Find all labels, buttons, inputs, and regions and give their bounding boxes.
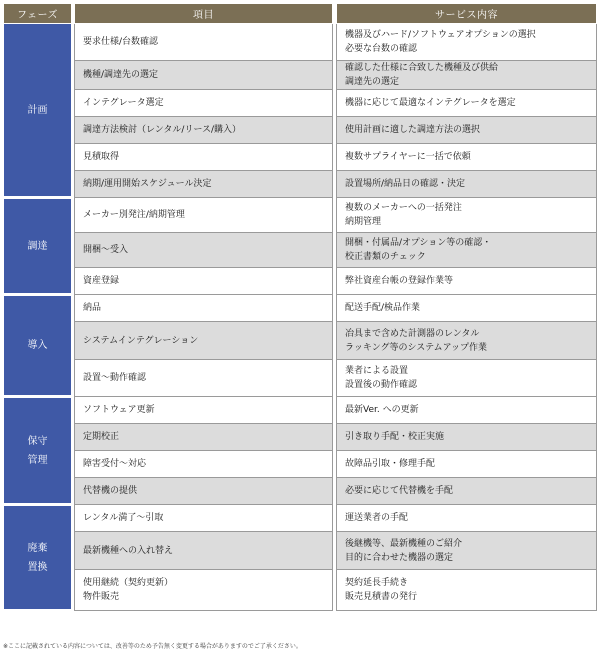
header-phase: フェーズ	[4, 4, 72, 24]
service-cell: 配送手配/検品作業	[337, 295, 597, 322]
table-row	[4, 424, 597, 451]
service-cell: 契約延長手続き 販売見積書の発行	[337, 570, 597, 611]
phase-cell: 保守 管理	[4, 397, 72, 505]
service-cell: 弊社資産台帳の登録作業等	[337, 268, 597, 295]
header-item: 項目	[75, 4, 333, 24]
table-row	[4, 397, 597, 424]
item-cell: 見積取得	[75, 144, 333, 171]
service-cell: 使用計画に適した調達方法の選択	[337, 117, 597, 144]
table-row	[4, 451, 597, 478]
table-body	[4, 24, 597, 611]
service-cell: 引き取り手配・校正実施	[337, 424, 597, 451]
service-cell: 運送業者の手配	[337, 505, 597, 532]
item-cell: 設置～動作確認	[75, 360, 333, 397]
table-row	[4, 171, 597, 198]
item-cell: システムインテグレーション	[75, 322, 333, 360]
item-cell: レンタル満了～引取	[75, 505, 333, 532]
table-row	[4, 233, 597, 268]
item-cell: インテグレータ選定	[75, 90, 333, 117]
table-row	[4, 144, 597, 171]
service-cell: 設置場所/納品日の確認・決定	[337, 171, 597, 198]
service-phase-table	[3, 3, 597, 612]
item-cell: 障害受付～対応	[75, 451, 333, 478]
table-row	[4, 198, 597, 233]
service-cell: 複数のメーカーへの一括発注 納期管理	[337, 198, 597, 233]
table-row	[4, 24, 597, 61]
table-row	[4, 570, 597, 611]
service-cell: 必要に応じて代替機を手配	[337, 478, 597, 505]
item-cell: 機種/調達先の選定	[75, 61, 333, 90]
item-cell: ソフトウェア更新	[75, 397, 333, 424]
footnote: ※ここに記載されている内容については、改善等のため予告無く変更する場合がありますのでご了承ください。	[3, 643, 302, 650]
item-cell: 開梱～受入	[75, 233, 333, 268]
service-cell: 機器に応じて最適なインテグレータを選定	[337, 90, 597, 117]
table-row	[4, 532, 597, 570]
service-cell: 開梱・付属品/オプション等の確認・ 校正書類のチェック	[337, 233, 597, 268]
service-cell: 機器及びハード/ソフトウェアオプションの選択 必要な台数の確認	[337, 24, 597, 61]
service-table-container	[3, 3, 596, 612]
phase-cell: 廃棄 置換	[4, 505, 72, 611]
phase-cell: 導入	[4, 295, 72, 397]
phase-cell: 調達	[4, 198, 72, 295]
table-row	[4, 505, 597, 532]
table-row	[4, 322, 597, 360]
table-row	[4, 90, 597, 117]
service-cell: 故障品引取・修理手配	[337, 451, 597, 478]
service-cell: 最新Ver. への更新	[337, 397, 597, 424]
service-cell: 複数サプライヤーに一括で依頼	[337, 144, 597, 171]
service-cell: 業者による設置 設置後の動作確認	[337, 360, 597, 397]
item-cell: 定期校正	[75, 424, 333, 451]
item-cell: 要求仕様/台数確認	[75, 24, 333, 61]
table-row	[4, 478, 597, 505]
table-row	[4, 117, 597, 144]
item-cell: 最新機種への入れ替え	[75, 532, 333, 570]
service-cell: 後継機等、最新機種のご紹介 目的に合わせた機器の選定	[337, 532, 597, 570]
item-cell: 使用継続（契約更新） 物件販売	[75, 570, 333, 611]
item-cell: 調達方法検討（レンタル/リース/購入）	[75, 117, 333, 144]
table-row	[4, 295, 597, 322]
service-cell: 確認した仕様に合致した機種及び供給 調達先の選定	[337, 61, 597, 90]
table-row	[4, 61, 597, 90]
item-cell: メーカー別発注/納期管理	[75, 198, 333, 233]
item-cell: 代替機の提供	[75, 478, 333, 505]
item-cell: 納期/運用開始スケジュール決定	[75, 171, 333, 198]
table-row	[4, 268, 597, 295]
table-header-row	[4, 4, 597, 24]
item-cell: 資産登録	[75, 268, 333, 295]
item-cell: 納品	[75, 295, 333, 322]
service-cell: 冶具まで含めた計測器のレンタル ラッキング等のシステムアップ作業	[337, 322, 597, 360]
table-row	[4, 360, 597, 397]
header-service: サービス内容	[337, 4, 597, 24]
phase-cell: 計画	[4, 24, 72, 198]
